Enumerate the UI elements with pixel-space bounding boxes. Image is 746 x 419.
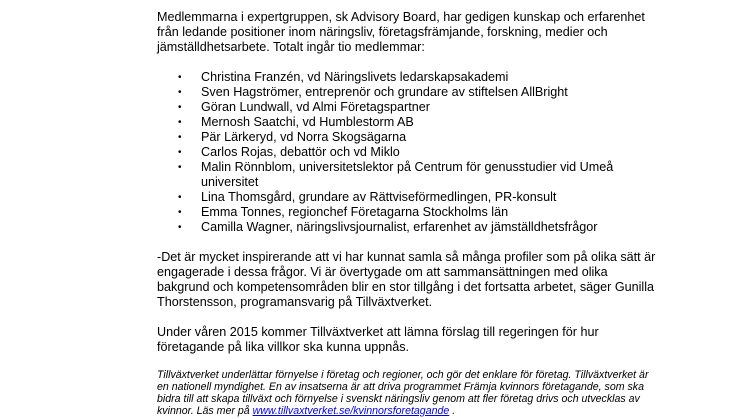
member-text: Camilla Wagner, näringslivsjournalist, erfarenhet av jämställdhetsfrågor bbox=[201, 220, 598, 234]
bullet-icon: • bbox=[178, 207, 182, 218]
member-list-item bbox=[157, 205, 657, 220]
footer-note bbox=[157, 369, 657, 417]
intro-paragraph: Medlemmarna i expertgruppen, sk Advisory Board, har gedigen kunskap och erfarenhet från ledande positioner inom näringsliv, företagsfrämjande, forskning, medier och jämställdhetsarbete. Totalt ingår tio medlemmar: bbox=[157, 10, 645, 54]
bullet-icon: • bbox=[178, 222, 182, 233]
member-list-item bbox=[157, 85, 657, 100]
member-list-item bbox=[157, 145, 657, 160]
member-list-item bbox=[157, 100, 657, 115]
document-page bbox=[157, 10, 657, 417]
member-list-item bbox=[157, 130, 657, 145]
bullet-icon: • bbox=[178, 147, 182, 158]
member-list-item bbox=[157, 190, 657, 205]
member-text: Christina Franzén, vd Näringslivets ledarskapsakademi bbox=[201, 70, 509, 84]
bullet-icon: • bbox=[178, 117, 182, 128]
member-list-item bbox=[157, 160, 657, 190]
footer-after: . bbox=[449, 405, 456, 417]
member-list bbox=[157, 70, 657, 235]
bullet-icon: • bbox=[178, 87, 182, 98]
member-text: Mernosh Saatchi, vd Humblestorm AB bbox=[201, 115, 414, 129]
member-text: Sven Hagströmer, entreprenör och grundare av stiftelsen AllBright bbox=[201, 85, 568, 99]
footer-link[interactable]: www.tillvaxtverket.se/kvinnorsforetagande bbox=[252, 405, 450, 417]
member-list-item bbox=[157, 70, 657, 85]
footer-text: Tillväxtverket underlättar förnyelse i företag och regioner, och gör det enklare för företag. Tillväxtverket är en nationell myndighet. En av insatserna är att driva programmet Främja kvinnors företagande, som ska bidra till att skapa tillväxt och förnyelse i svenskt näringsliv genom att fler företag drivs och utvecklas av kvinnor. Läs mer på bbox=[157, 369, 649, 417]
quote-paragraph: -Det är mycket inspirerande att vi har kunnat samla så många profiler som på olika sätt är engagerade i dessa frågor. Vi är övertygade om att sammansättningen med olika bakgrund och kompetensområden blir en stor tillgång i det fortsatta arbetet, säger Gunilla Thorstensson, programansvarig på Tillväxtverket. bbox=[157, 250, 656, 309]
member-list-item bbox=[157, 115, 657, 130]
member-text: Pär Lärkeryd, vd Norra Skogsägarna bbox=[201, 130, 407, 144]
member-text: Göran Lundwall, vd Almi Företagspartner bbox=[201, 100, 430, 114]
bullet-icon: • bbox=[178, 192, 182, 203]
member-text: Malin Rönnblom, universitetslektor på Centrum för genusstudier vid Umeå universitet bbox=[201, 160, 614, 189]
bullet-icon: • bbox=[178, 72, 182, 83]
member-list-item bbox=[157, 220, 657, 235]
bullet-icon: • bbox=[178, 162, 182, 173]
member-text: Emma Tonnes, regionchef Företagarna Stockholms län bbox=[201, 205, 509, 219]
bullet-icon: • bbox=[178, 102, 182, 113]
member-text: Carlos Rojas, debattör och vd Miklo bbox=[201, 145, 400, 159]
spring-paragraph: Under våren 2015 kommer Tillväxtverket att lämna förslag till regeringen för hur företagande på lika villkor ska kunna uppnås. bbox=[157, 325, 599, 354]
bullet-icon: • bbox=[178, 132, 182, 143]
member-text: Lina Thomsgård, grundare av Rättviseförmedlingen, PR-konsult bbox=[201, 190, 557, 204]
